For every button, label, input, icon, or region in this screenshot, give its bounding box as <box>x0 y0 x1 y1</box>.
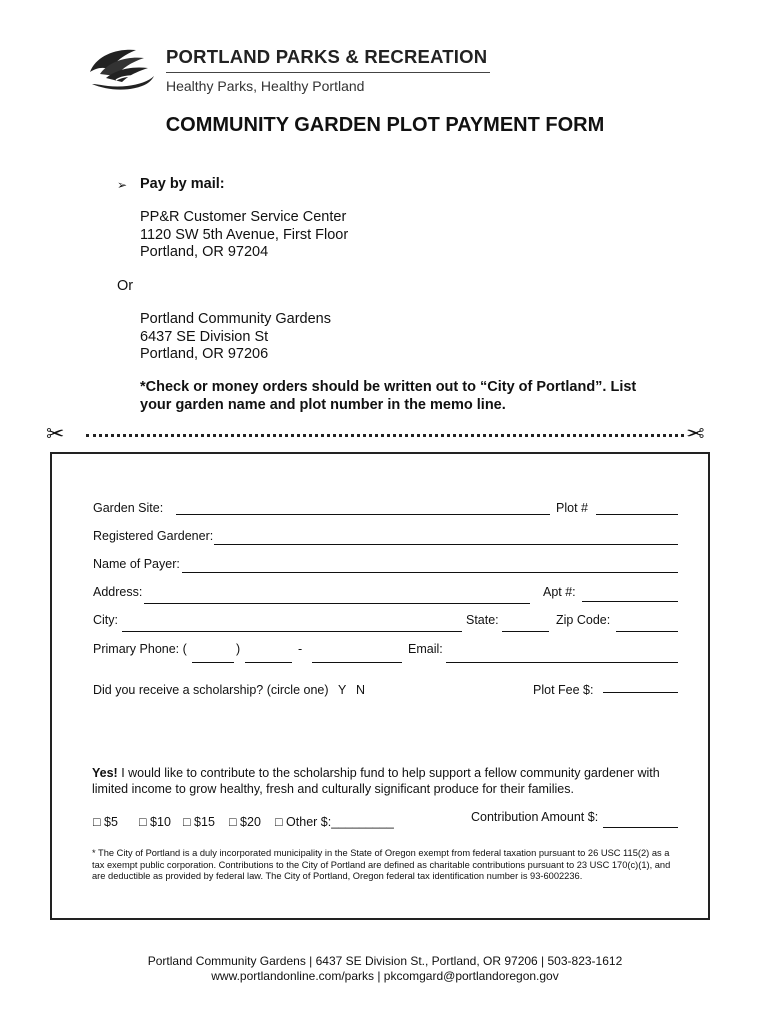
contribution-amount-field[interactable] <box>603 827 678 828</box>
checkbox-icon[interactable]: □ <box>93 815 101 829</box>
checkbox-icon[interactable]: □ <box>229 815 237 829</box>
contribution-text <box>92 766 682 797</box>
email-label: Email: <box>408 642 443 656</box>
checkbox-icon[interactable]: □ <box>183 815 191 829</box>
scholarship-no-option[interactable]: N <box>356 683 366 697</box>
footer-contact: www.portlandonline.com/parks | pkcomgard@portlandoregon.gov <box>211 969 559 983</box>
org-tagline: Healthy Parks, Healthy Portland <box>166 78 365 94</box>
apt-label: Apt #: <box>543 585 576 599</box>
contribution-option-10[interactable] <box>139 815 171 829</box>
tax-exempt-note: * The City of Portland is a duly incorporated municipality in the State of Oregon exempt from federal taxation pursuant to 26 USC 115(2) as a tax exempt public corporation. Contributions to the City of Portland are defined as charitable contributions pursuant to 23 USC 170(c)(1), and are deductible as provided by federal law. The City of Portland, Oregon federal tax identification number is 93-6002236. <box>92 848 671 881</box>
checkbox-icon[interactable]: □ <box>275 815 283 829</box>
address-block-2 <box>140 311 331 364</box>
garden-site-field[interactable] <box>176 514 550 515</box>
plot-field[interactable] <box>596 514 678 515</box>
city-label: City: <box>93 613 118 627</box>
other-amount-field[interactable]: _________ <box>331 815 394 829</box>
contribution-body: I would like to contribute to the scholarship fund to help support a fellow community gardener with limited income to grow healthy, fresh and culturally significant produce for their families. <box>92 766 660 796</box>
apt-field[interactable] <box>582 601 678 602</box>
city-field[interactable] <box>122 631 462 632</box>
contribution-amount-label: Contribution Amount $: <box>471 810 599 824</box>
phone-prefix-field[interactable] <box>245 662 292 663</box>
state-label: State: <box>466 613 499 627</box>
address-line: Portland, OR 97204 <box>140 244 269 260</box>
address-line: Portland Community Gardens <box>140 311 331 327</box>
org-name: PORTLAND PARKS & RECREATION <box>166 46 488 67</box>
contribution-option-20[interactable] <box>229 815 261 829</box>
name-of-payer-label: Name of Payer: <box>93 557 180 571</box>
option-label: $10 <box>150 815 171 829</box>
garden-site-label: Garden Site: <box>93 501 164 515</box>
primary-phone-label: Primary Phone: ( <box>93 642 187 656</box>
contribution-option-5[interactable] <box>93 815 118 829</box>
plot-label: Plot # <box>556 501 588 515</box>
phone-paren: ) <box>236 642 241 656</box>
phone-area-field[interactable] <box>192 662 234 663</box>
address-field[interactable] <box>144 603 530 604</box>
scholarship-yes-option[interactable]: Y <box>338 683 347 697</box>
zip-label: Zip Code: <box>556 613 611 627</box>
contribution-yes: Yes! <box>92 766 118 780</box>
scissors-icon: ✂ <box>46 421 65 446</box>
address-line: 6437 SE Division St <box>140 328 269 345</box>
phone-line-field[interactable] <box>312 662 402 663</box>
address-line: PP&R Customer Service Center <box>140 209 347 225</box>
header-rule <box>166 72 490 73</box>
footer-address: Portland Community Gardens | 6437 SE Division St., Portland, OR 97206 | 503-823-1612 <box>147 954 623 968</box>
phone-dash: - <box>298 642 303 656</box>
or-text: Or <box>117 278 134 294</box>
contribution-option-15[interactable] <box>183 815 215 829</box>
contribution-option-other[interactable] <box>275 815 394 829</box>
zip-field[interactable] <box>616 631 678 632</box>
address-line: Portland, OR 97206 <box>140 346 269 362</box>
email-field[interactable] <box>446 662 678 663</box>
scissors-icon: ✂ <box>686 421 705 446</box>
registered-gardener-field[interactable] <box>214 544 678 545</box>
address-block-1 <box>140 209 348 262</box>
check-note: *Check or money orders should be written out to “City of Portland”. List your garden name and plot number in the memo line. <box>140 379 637 413</box>
plot-fee-field[interactable] <box>603 692 678 693</box>
leaf-hand-logo-icon <box>86 44 158 96</box>
arrow-bullet-icon: ➢ <box>117 178 128 192</box>
registered-gardener-label: Registered Gardener: <box>93 529 214 543</box>
address-line: 1120 SW 5th Avenue, First Floor <box>140 226 349 243</box>
pay-by-mail-heading: Pay by mail: <box>140 176 225 192</box>
checkbox-icon[interactable]: □ <box>139 815 147 829</box>
address-label: Address: <box>93 585 143 599</box>
state-field[interactable] <box>502 631 549 632</box>
page-title: COMMUNITY GARDEN PLOT PAYMENT FORM <box>165 114 605 136</box>
plot-fee-label: Plot Fee $: <box>533 683 594 697</box>
option-label: $20 <box>240 815 261 829</box>
cut-line <box>86 434 684 437</box>
option-label: $15 <box>194 815 215 829</box>
option-label: $5 <box>104 815 118 829</box>
option-label: Other $: <box>286 815 332 829</box>
scholarship-question: Did you receive a scholarship? (circle one) <box>93 683 329 697</box>
name-of-payer-field[interactable] <box>182 572 678 573</box>
